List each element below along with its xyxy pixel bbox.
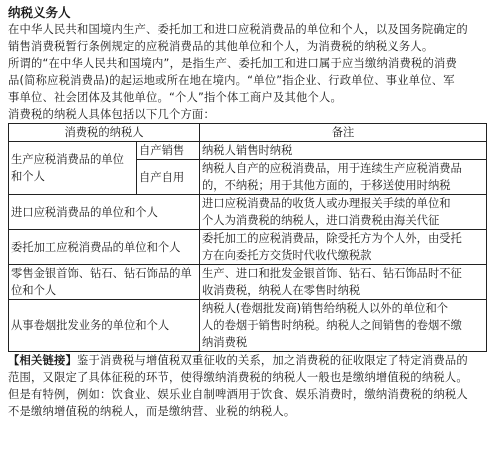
cell-line: 进口应税消费品的收货人或办理报关手续的单位和 [202, 197, 451, 210]
text-line: 在中华人民共和国境内生产、委托加工和进口应税消费品的单位和个人，以及国务院确定的 [8, 23, 468, 36]
cell-line: 生产、进口和批发金银首饰、钻石、钻石饰品时不征 [202, 267, 462, 280]
cell-line: 收消费税，纳税人在零售时纳税 [202, 284, 361, 297]
cell-line: 生产应税消费品的单位 [11, 153, 124, 166]
related-link-paragraph [8, 352, 486, 420]
cell-line: 人的卷烟于销售时纳税。纳税人之间销售的卷烟不缴 [202, 319, 462, 332]
cell-line: 纳税人销售时纳税 [202, 144, 293, 157]
paragraph-explanation [8, 55, 486, 106]
cell-line: 位和个人 [11, 284, 57, 297]
taxpayer-cell [9, 265, 200, 300]
table-row [9, 265, 487, 300]
paragraph-definition [8, 21, 486, 55]
table-row [9, 230, 487, 265]
text-line: 但是有特例，例如：饮食业、娱乐业自制啤酒用于饮食、娱乐消费时，缴纳消费税的纳税人 [8, 388, 468, 401]
table-header-row [9, 124, 487, 142]
sub-label-cell: 自产自用 [137, 160, 200, 195]
text-line [8, 352, 486, 369]
taxpayer-cell [9, 300, 200, 352]
cell-line: 从事卷烟批发业务的单位和个人 [11, 319, 170, 332]
text-line: 事单位、社会团体及其他单位。“个人”指个体工商户及其他个人。 [8, 91, 343, 104]
cell-line: 纳消费税 [202, 336, 248, 349]
cell-line: 和个人 [11, 170, 45, 183]
header-taxpayer: 消费税的纳税人 [9, 124, 200, 142]
text-line: 范围，又限定了具体征税的环节，使得缴纳消费税的纳税人一般也是缴纳增值税的纳税人。 [8, 371, 468, 384]
cell-line: 进口应税消费品的单位和个人 [11, 205, 158, 219]
taxpayer-cell [9, 195, 200, 230]
text-line: 销售消费税暂行条例规定的应税消费品的其他单位和个人，为消费税的纳税义务人。 [8, 40, 434, 53]
taxpayer-cell [9, 230, 200, 265]
note-cell [200, 160, 487, 195]
cell-line: 个人为消费税的纳税人，进口消费税由海关代征 [202, 214, 440, 227]
table-row [9, 300, 487, 352]
cell-line: 委托加工的应税消费品，除受托方为个人外，由受托 [202, 232, 462, 245]
note-cell [200, 142, 487, 160]
text-line: 消费税的纳税人具体包括以下几个方面： [8, 108, 215, 121]
taxpayer-table [8, 123, 487, 352]
note-cell [200, 265, 487, 300]
paragraph-intro [8, 106, 486, 123]
cell-line: 零售金银首饰、钻石、钻石饰品的单 [11, 267, 192, 280]
text-line: 所谓的“在中华人民共和国境内”，是指生产、委托加工和进口属于应当缴纳消费税的消费 [8, 57, 457, 70]
text-line: 品(简称应税消费品)的起运地或所在地在境内。“单位”指企业、行政单位、事业单位、军 [8, 74, 455, 87]
table-row [9, 195, 487, 230]
note-cell [200, 300, 487, 352]
note-cell [200, 230, 487, 265]
table-row [9, 142, 487, 160]
text-line: 不是缴纳增值税的纳税人，而是缴纳营、业税的纳税人。 [8, 405, 296, 418]
cell-line: 的，不纳税；用于其他方面的，于移送使用时纳税 [202, 179, 451, 192]
related-link-tag: 【相关链接】 [8, 354, 77, 367]
taxpayer-cell [9, 142, 137, 195]
related-text: 鉴于消费税与增值税双重征收的关系，加之消费税的征收限定了特定消费品的 [76, 354, 468, 367]
cell-line: 方在向委托方交货时代收代缴税款 [202, 249, 372, 262]
cell-line: 纳税人(卷烟批发商)销售给纳税人以外的单位和个 [202, 302, 449, 315]
header-note: 备注 [200, 124, 487, 142]
note-cell [200, 195, 487, 230]
section-title: 纳税义务人 [8, 5, 71, 20]
cell-line: 委托加工应税消费品的单位和个人 [11, 240, 181, 254]
sub-label-cell: 自产销售 [137, 142, 200, 160]
cell-line: 纳税人自产的应税消费品，用于连续生产应税消费品 [202, 162, 462, 175]
